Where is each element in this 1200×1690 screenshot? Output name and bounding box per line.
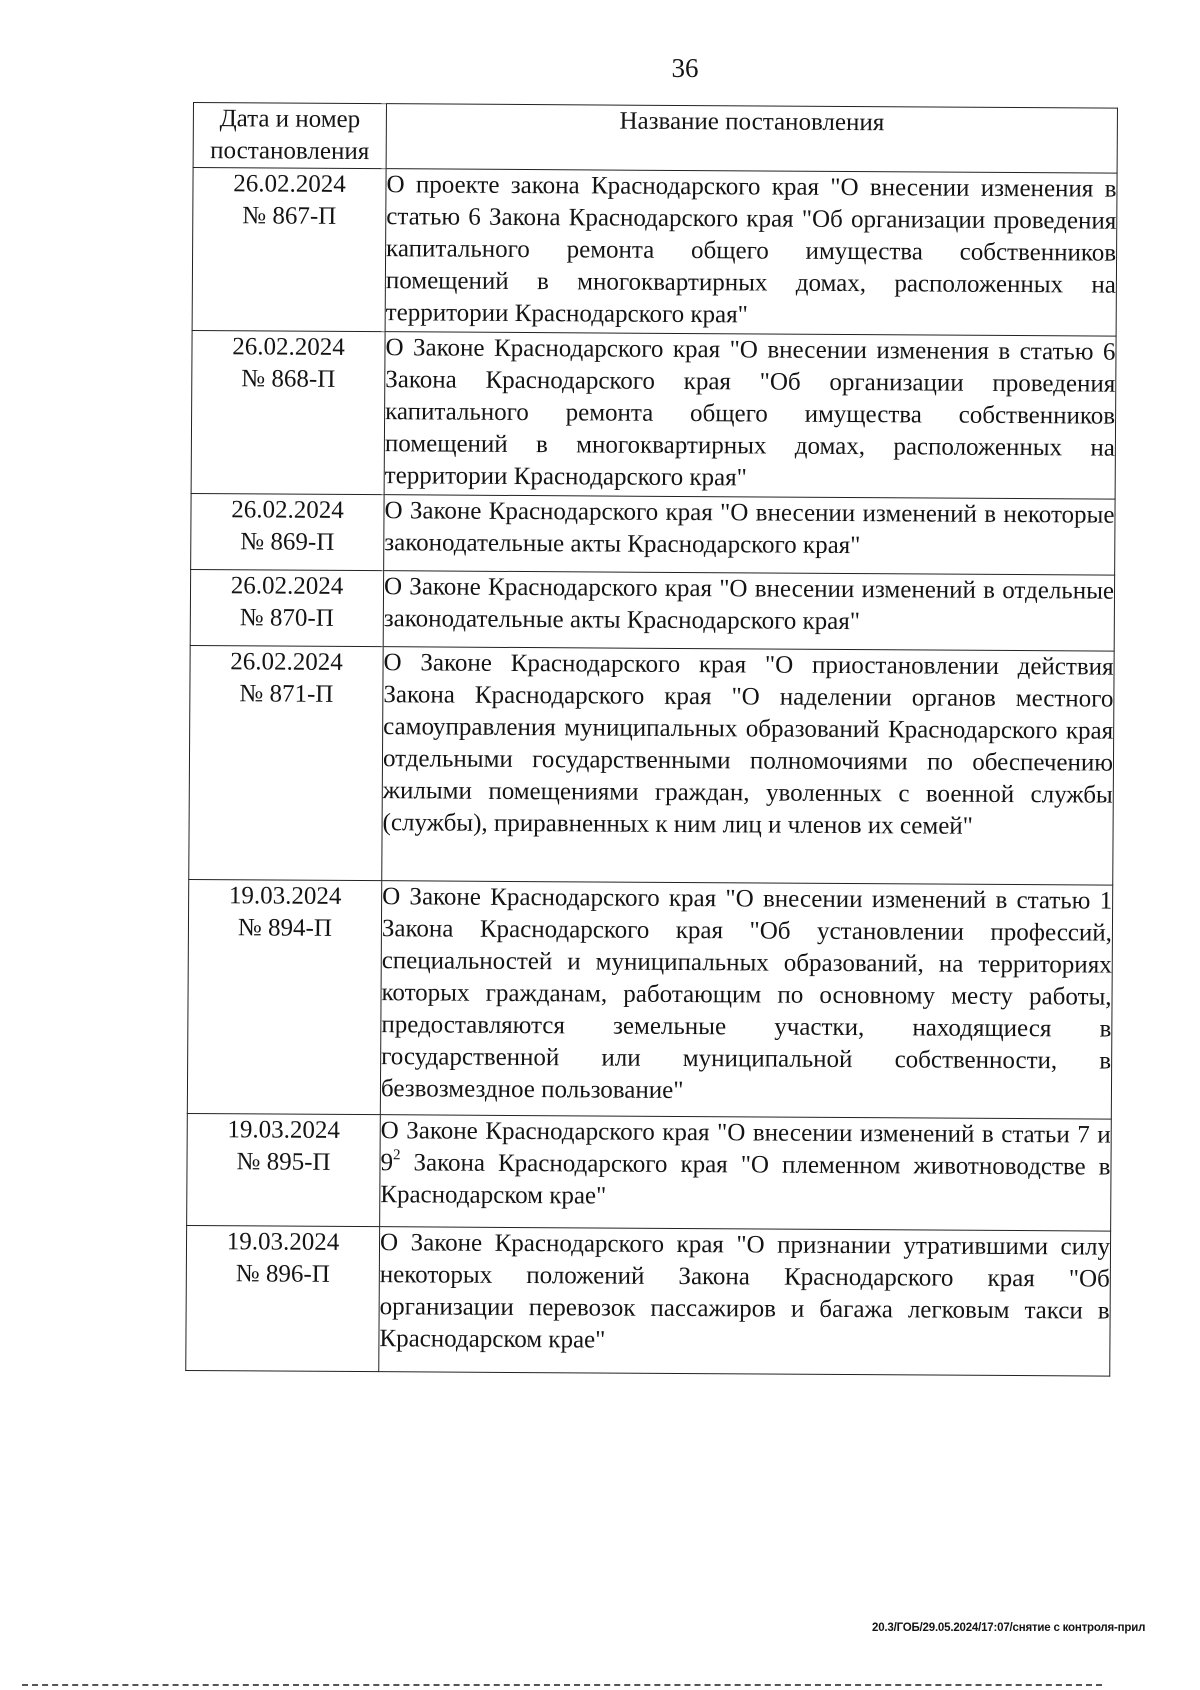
decree-title: О Законе Краснодарского края "О внесении изменений в отдельные законодательные акты Краснодарского края" (383, 571, 1114, 651)
decree-date-number-cell (191, 330, 385, 494)
decree-date-number-cell (190, 569, 383, 646)
decree-date: 26.02.2024 (233, 170, 346, 198)
decree-number: № 871-П (239, 680, 334, 708)
table-row (187, 1113, 1112, 1231)
decree-date-number-cell (186, 1225, 380, 1371)
decree-title-part: О Законе Краснодарского края "О внесении изменений в статьи 7 и 9 (380, 1117, 1111, 1177)
decree-title: О Законе Краснодарского края "О признании утратившими силу некоторых положений Закона Краснодарского края "Об организации перевозок пассажиров и багажа легковым такси в Краснодарском крае" (379, 1227, 1111, 1376)
decree-date-number-cell (189, 645, 383, 880)
decree-title: О Законе Краснодарского края "О внесении изменений в некоторые законодательные акты Краснодарского края" (384, 495, 1115, 575)
table-row (191, 493, 1115, 575)
table-row (190, 569, 1114, 651)
decree-date-number-cell (192, 168, 386, 332)
decree-title: О Законе Краснодарского края "О внесении изменений в статью 1 Закона Краснодарского края "Об установлении профессий, специальностей и муниципальных образований, на территориях которых гражданам, работающим по основному месту работы, предоставляются земельные участки, находящиеся в государственной или муниципальной собственности, в безвозмездное пользование" (380, 881, 1112, 1119)
decree-number: № 868-П (241, 365, 336, 393)
table-row (191, 330, 1116, 499)
decree-title (380, 1115, 1112, 1231)
decree-number: № 869-П (240, 528, 335, 556)
decrees-table (185, 102, 1118, 1377)
table-row (186, 1225, 1111, 1376)
decree-title-part: Закона Краснодарского края "О племенном животноводстве в Краснодарском крае" (380, 1149, 1111, 1210)
decree-title: О Законе Краснодарского края "О приостановлении действия Закона Краснодарского края "О наделении органов местного самоуправления муниципальных образований Краснодарского края отдельными государственными полномочиями по обеспечению жилыми помещениями граждан, уволенных с военной службы (службы), приравненных к ним лиц и членов их семей" (382, 647, 1114, 885)
decree-number: № 895-П (236, 1148, 331, 1176)
header-date-number: Дата и номер постановления (193, 103, 386, 169)
decree-date-number-cell (187, 879, 381, 1114)
decree-date: 26.02.2024 (232, 333, 345, 361)
table-row (187, 879, 1112, 1119)
decree-title: О проекте закона Краснодарского края "О внесении изменения в статью 6 Закона Краснодарского края "Об организации проведения капитального ремонта общего имущества собственников помещений в многоквартирных домах, расположенных на территории Краснодарского края" (385, 169, 1117, 336)
decree-date: 26.02.2024 (231, 496, 344, 524)
decree-date: 19.03.2024 (227, 1116, 341, 1144)
header-title: Название постановления (386, 104, 1117, 173)
decree-number: № 894-П (237, 914, 333, 942)
decree-date-number-cell (187, 1113, 381, 1226)
decree-number: № 867-П (242, 202, 337, 230)
decree-number: № 870-П (239, 604, 334, 632)
table-row (192, 168, 1117, 337)
decree-date-number-cell (191, 493, 384, 570)
decree-date: 26.02.2024 (230, 572, 344, 600)
decree-title: О Законе Краснодарского края "О внесении изменения в статью 6 Закона Краснодарского края "Об организации проведения капитального ремонта общего имущества собственников помещений в многоквартирных домах, расположенных на территории Краснодарского края" (384, 332, 1116, 499)
decree-date: 26.02.2024 (230, 648, 343, 676)
registration-stamp: 20.3/ГОБ/29.05.2024/17:07/снятие с контроля-прил (872, 1622, 1146, 1634)
table-header-row (193, 103, 1117, 174)
decree-date: 19.03.2024 (228, 882, 342, 910)
superscript: 2 (393, 1147, 401, 1164)
table-row (189, 645, 1114, 885)
scan-edge-divider (22, 1684, 1102, 1686)
decree-date: 19.03.2024 (226, 1228, 340, 1256)
page-number: 36 (671, 53, 699, 83)
decree-number: № 896-П (235, 1260, 330, 1288)
